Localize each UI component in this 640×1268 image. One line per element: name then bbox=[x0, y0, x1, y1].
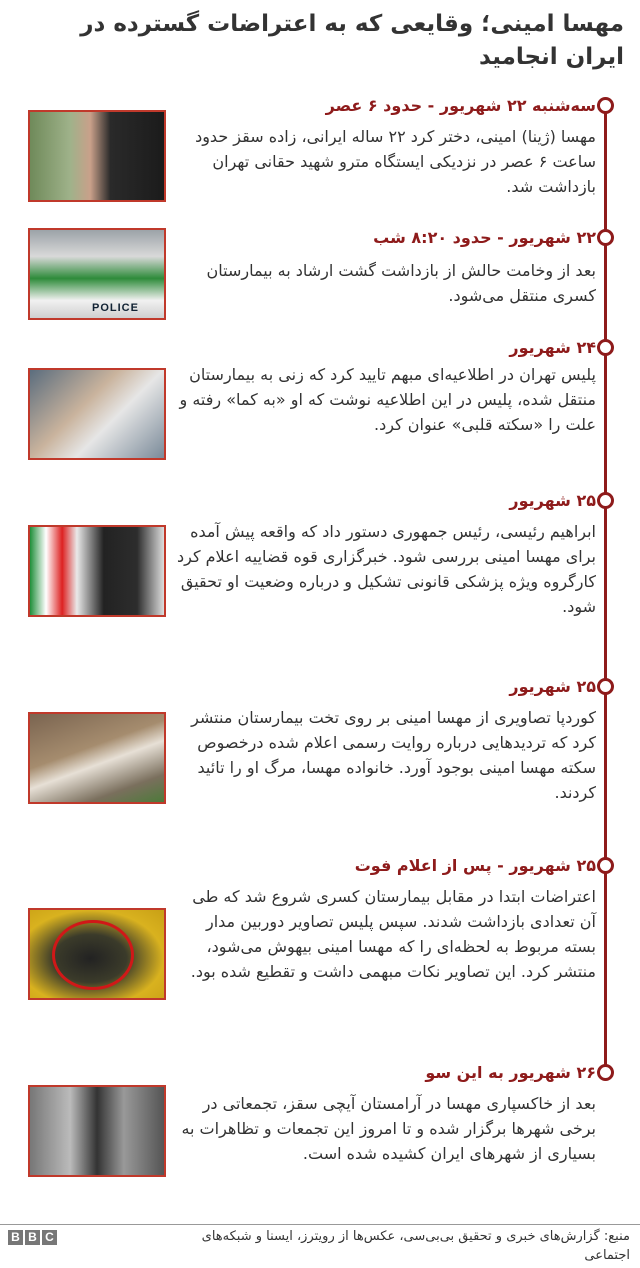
timeline-dot bbox=[597, 339, 614, 356]
event-text: بعد از خاکسپاری مهسا در آرامستان آیچی سقز، تجمعاتی در برخی شهرها برگزار شده و تا امروز این تجمعات و تظاهرات به بسیاری از شهرهای ایران کشیده شده است. bbox=[181, 1094, 596, 1163]
footer-divider bbox=[0, 1224, 640, 1225]
timeline-dot bbox=[597, 492, 614, 509]
event-text: ابراهیم رئیسی، رئیس جمهوری دستور داد که واقعه پیش آمده برای مهسا امینی بررسی شود. خبرگزاری قوه قضاییه اعلام کرد کارگروه ویژه پزشکی قانونی تشکیل و درباره وضعیت او تحقیق شود. bbox=[176, 522, 596, 616]
event-photo-cctv bbox=[28, 908, 166, 1000]
event-date: ۲۵ شهریور bbox=[509, 677, 596, 696]
event-date: ۲۲ شهریور - حدود ۸:۲۰ شب bbox=[373, 228, 596, 247]
bbc-logo-letter: C bbox=[42, 1230, 57, 1245]
bbc-logo-letter: B bbox=[25, 1230, 40, 1245]
event-date: سه‌شنبه ۲۲ شهریور - حدود ۶ عصر bbox=[325, 96, 596, 115]
event-text: پلیس تهران در اطلاعیه‌ای مبهم تایید کرد که زنی به بیمارستان منتقل شده، پلیس در این اطلاعیه نوشت که او «به کما» رفته و علت را «سکته قلبی» عنوان کرد. bbox=[179, 365, 596, 434]
timeline-dot bbox=[597, 97, 614, 114]
event-date: ۲۵ شهریور - پس از اعلام فوت bbox=[354, 856, 596, 875]
event-text: اعتراضات ابتدا در مقابل بیمارستان کسری شروع شد که طی آن تعدادی بازداشت شدند. سپس پلیس تصاویر دوربین مدار بسته مربوط به لحظه‌ای را که مهسا امینی بیهوش می‌شود، منتشر کرد. این تصاویر نکات مبهمی داشت و تقطیع شده بود. bbox=[190, 887, 596, 981]
highlight-circle bbox=[52, 920, 134, 990]
event-text: بعد از وخامت حالش از بازداشت گشت ارشاد به بیمارستان کسری منتقل می‌شود. bbox=[206, 261, 596, 305]
event-photo-raisi bbox=[28, 525, 166, 617]
timeline-dot bbox=[597, 857, 614, 874]
timeline-dot bbox=[597, 1064, 614, 1081]
bbc-logo bbox=[8, 1230, 57, 1245]
event-photo-protest bbox=[28, 1085, 166, 1177]
event-photo-grave bbox=[28, 712, 166, 804]
event-date: ۲۵ شهریور bbox=[509, 491, 596, 510]
photo-police-label: POLICE bbox=[92, 302, 139, 314]
event-date: ۲۴ شهریور bbox=[509, 338, 596, 357]
event-date: ۲۶ شهریور به این سو bbox=[425, 1063, 596, 1082]
source-note: منبع: گزارش‌های خبری و تحقیق بی‌بی‌سی، عکس‌ها از رویترز، ایسنا و شبکه‌های اجتماعی bbox=[201, 1229, 630, 1263]
timeline-dot bbox=[597, 229, 614, 246]
timeline-line bbox=[604, 104, 607, 1074]
event-text: کوردپا تصاویری از مهسا امینی بر روی تخت بیمارستان منتشر کرد که تردیدهایی درباره روایت رسمی اعلام شده درخصوص سکته مهسا امینی بوجود آورد. خانواده مهسا، مرگ او را تائید کردند. bbox=[191, 708, 596, 802]
bbc-logo-letter: B bbox=[8, 1230, 23, 1245]
event-photo-mahsa-amini bbox=[28, 110, 166, 202]
event-photo-hospital-bed bbox=[28, 368, 166, 460]
event-text: مهسا (ژینا) امینی، دختر کرد ۲۲ ساله ایرانی، زاده سقز حدود ساعت ۶ عصر در نزدیکی ایستگاه مترو شهید حقانی تهران بازداشت شد. bbox=[195, 127, 596, 196]
event-photo-police-car bbox=[28, 228, 166, 320]
timeline-dot bbox=[597, 678, 614, 695]
page-title: مهسا امینی؛ وقایعی که به اعتراضات گسترده در ایران انجامید bbox=[80, 11, 624, 70]
